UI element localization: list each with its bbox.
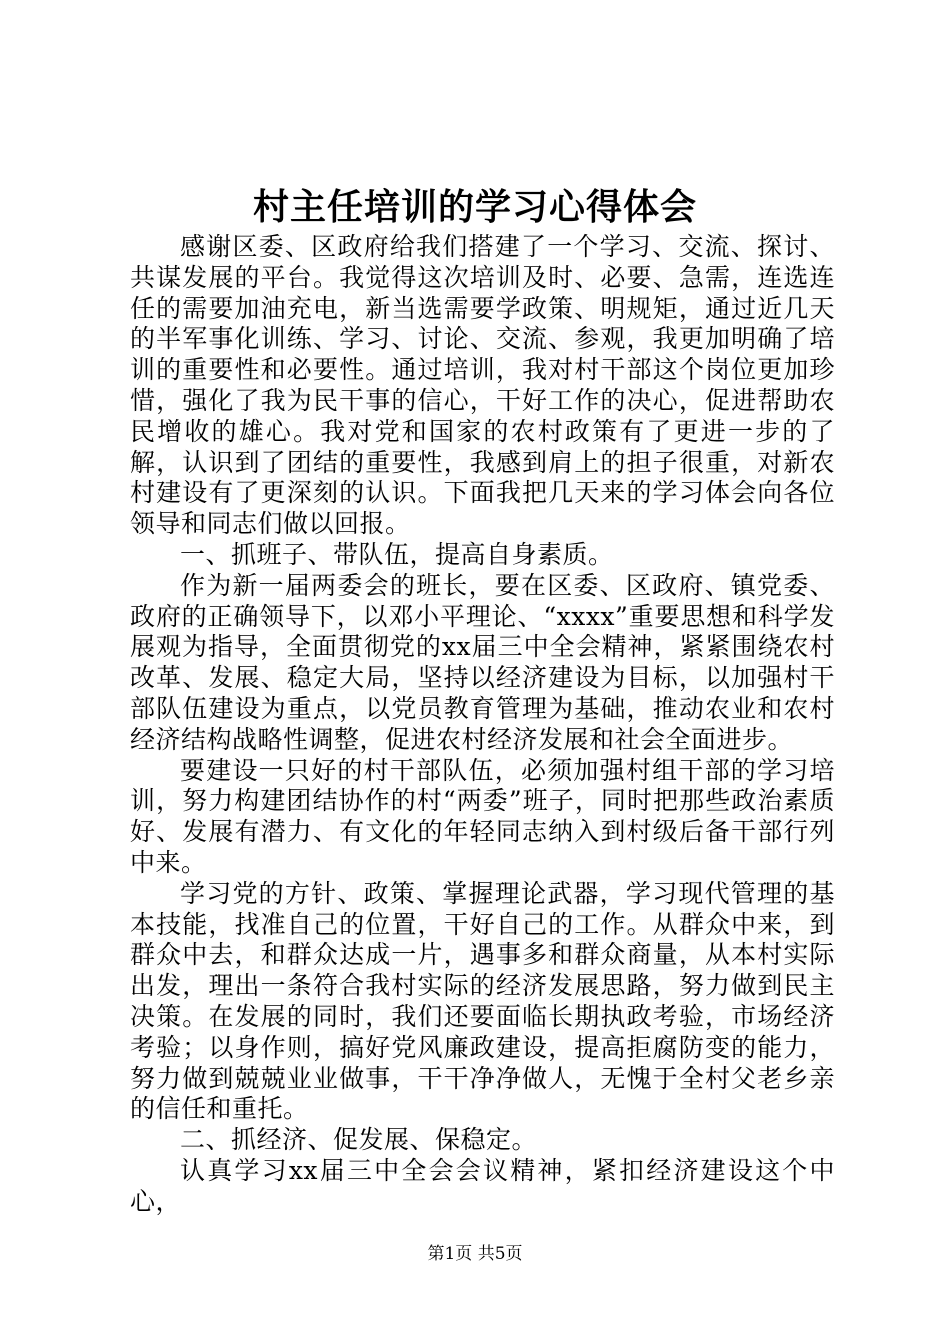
section-heading-1: 一、抓班子、带队伍，提高自身素质。 bbox=[180, 539, 614, 569]
paragraph-intro: 感谢区委、区政府给我们搭建了一个学习、交流、探讨、共谋发展的平台。我觉得这次培训及时、必要、急需，连选连任的需要加油充电，新当选需要学政策、明规矩，通过近几天的半军事化训练、学习、讨论、交流、参观，我更加明确了培训的重要性和必要性。通过培训，我对村干部这个岗位更加珍惜，强化了我为民干事的信心，干好工作的决心，促进帮助农民增收的雄心。我对党和国家的农村政策有了更进一步的了解，认识到了团结的重要性，我感到肩上的担子很重，对新农村建设有了更深刻的认识。下面我把几天来的学习体会向各位领导和同志们做以回报。 bbox=[130, 232, 835, 539]
document-body bbox=[130, 232, 835, 1218]
paragraph-economy: 认真学习xx届三中全会会议精神，紧扣经济建设这个中心， bbox=[130, 1155, 835, 1216]
page-footer: 第1页 共5页 bbox=[427, 1244, 523, 1264]
paragraph-team-building: 要建设一只好的村干部队伍，必须加强村组干部的学习培训，努力构建团结协作的村“两委”班子，同时把那些政治素质好、发展有潜力、有文化的年轻同志纳入到村级后备干部行列中来。 bbox=[130, 755, 835, 877]
paragraph-study-policy: 学习党的方针、政策、掌握理论武器，学习现代管理的基本技能，找准自己的位置，干好自己的工作。从群众中来，到群众中去，和群众达成一片，遇事多和群众商量，从本村实际出发，理出一条符合我村实际的经济发展思路，努力做到民主决策。在发展的同时，我们还要面临长期执政考验，市场经济考验；以身作则，搞好党风廉政建设，提高拒腐防变的能力，努力做到兢兢业业做事，干干净净做人，无愧于全村父老乡亲的信任和重托。 bbox=[130, 878, 835, 1124]
paragraph-leadership: 作为新一届两委会的班长，要在区委、区政府、镇党委、政府的正确领导下，以邓小平理论、“xxxx”重要思想和科学发展观为指导，全面贯彻党的xx届三中全会精神，紧紧围绕农村改革、发展、稳定大局，坚持以经济建设为目标，以加强村干部队伍建设为重点，以党员教育管理为基础，推动农业和农村经济结构战略性调整，促进农村经济发展和社会全面进步。 bbox=[130, 570, 835, 754]
document-title: 村主任培训的学习心得体会 bbox=[252, 186, 697, 228]
section-heading-2: 二、抓经济、促发展、保稳定。 bbox=[180, 1125, 538, 1155]
